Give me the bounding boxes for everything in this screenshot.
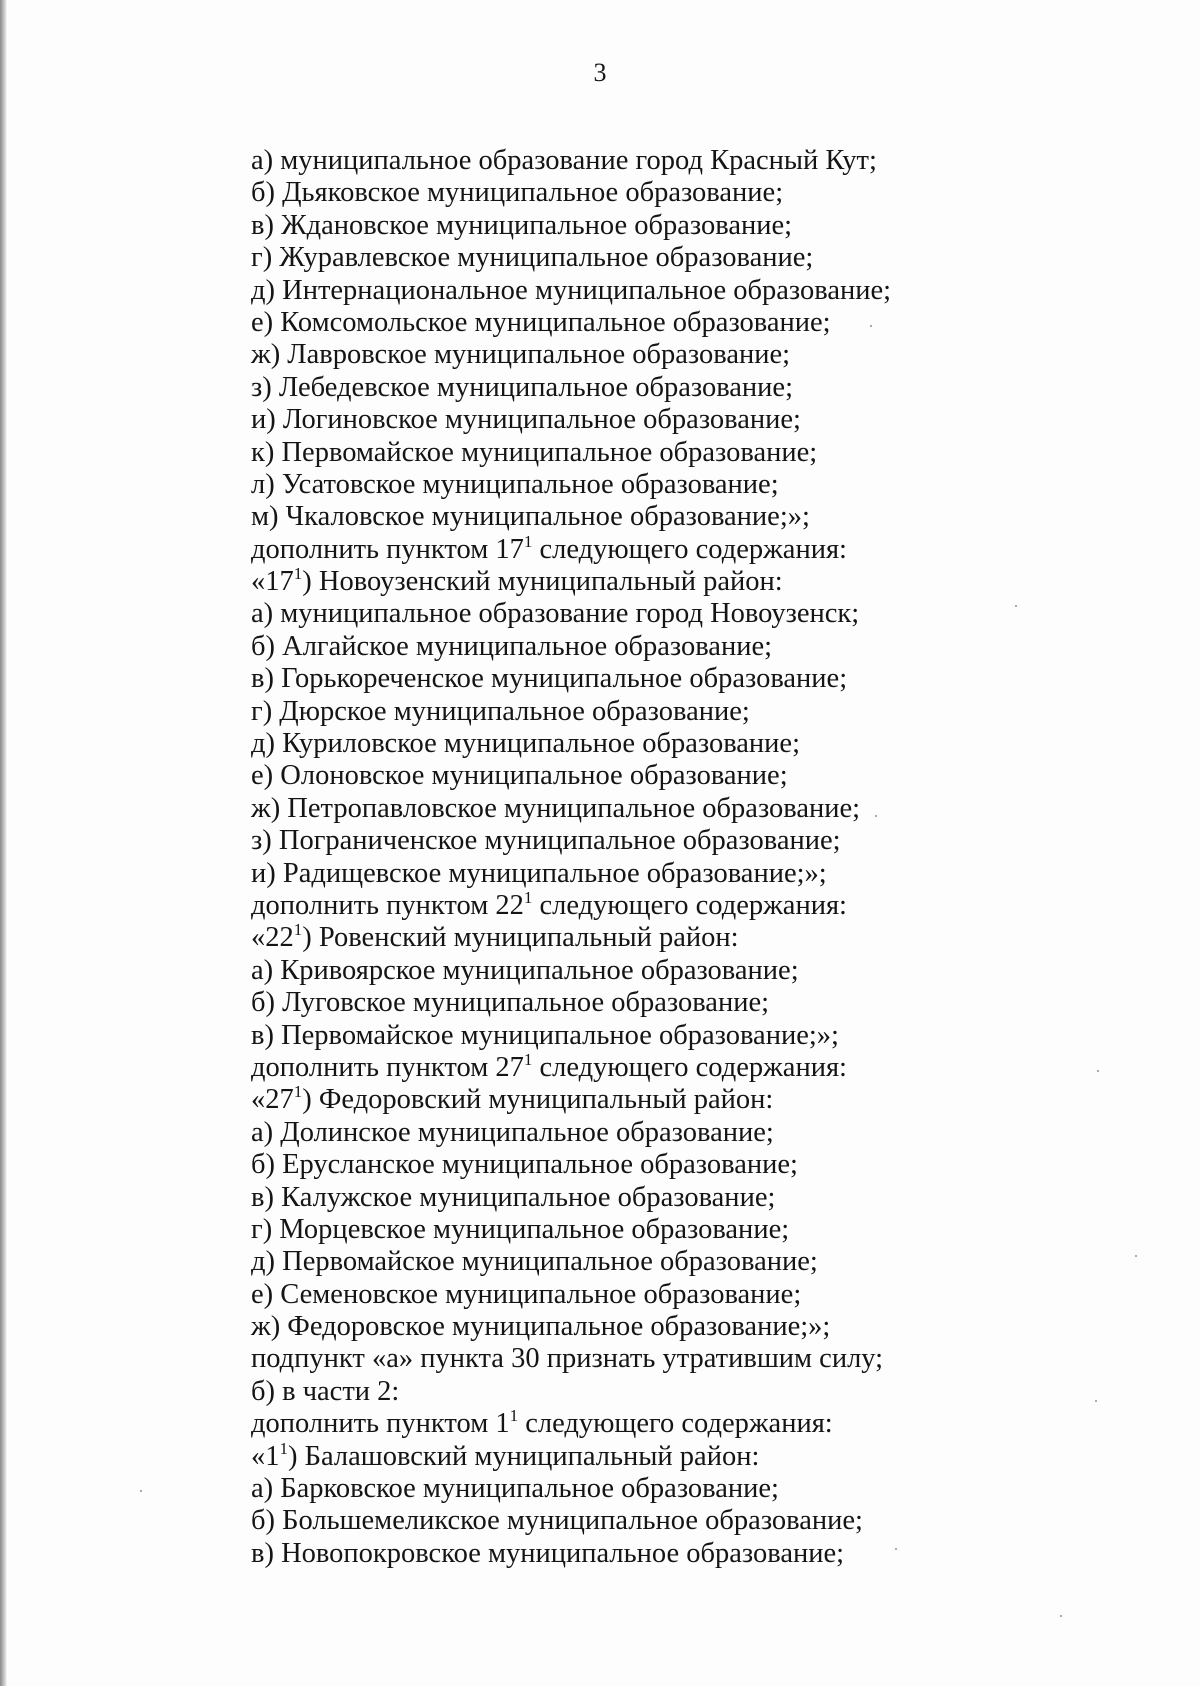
line-text: «22	[251, 922, 294, 954]
superscript: 1	[293, 1082, 303, 1102]
text-line	[251, 1214, 1151, 1246]
line-text: «17	[251, 566, 294, 598]
line-text-continued: ) Балашовский муниципальный район:	[288, 1440, 760, 1472]
line-text: д) Куриловское муниципальное образование;	[251, 728, 801, 760]
text-line	[251, 1408, 1151, 1440]
text-line	[251, 987, 1151, 1019]
superscript: 1	[279, 1438, 288, 1458]
text-line	[251, 566, 1151, 598]
text-line	[251, 663, 1151, 695]
line-text-continued: ) Ровенский муниципальный район:	[302, 922, 739, 954]
line-text: и) Радищевское муниципальное образование;»;	[251, 857, 827, 889]
text-line	[251, 1117, 1151, 1149]
line-text: д) Первомайское муниципальное образование;	[251, 1246, 818, 1278]
text-line	[251, 145, 1151, 177]
text-line	[251, 1020, 1151, 1052]
page-number: 3	[593, 58, 607, 87]
line-text-continued: следующего содержания:	[532, 889, 847, 921]
scan-speck	[1060, 1615, 1062, 1617]
line-text: к) Первомайское муниципальное образование;	[251, 436, 818, 468]
text-line	[251, 242, 1151, 274]
text-line	[251, 210, 1151, 242]
line-text: и) Логиновское муниципальное образование;	[251, 404, 801, 436]
line-text-continued: ) Федоровский муниципальный район:	[302, 1084, 774, 1116]
line-text-continued: следующего содержания:	[518, 1408, 833, 1440]
text-line	[251, 469, 1151, 501]
superscript: 1	[523, 887, 533, 907]
text-line	[251, 1473, 1151, 1505]
text-line	[251, 955, 1151, 987]
text-line	[251, 1049, 1151, 1084]
line-text: а) Долинское муниципальное образование;	[251, 1116, 774, 1148]
line-text-continued: следующего содержания:	[532, 533, 847, 565]
scan-speck	[1015, 605, 1017, 607]
line-text: дополнить пунктом 17	[251, 533, 524, 565]
line-text: б) Ерусланское муниципальное образование;	[251, 1149, 798, 1181]
line-text: в) Горькореченское муниципальное образование;	[251, 663, 848, 695]
superscript: 1	[509, 1406, 519, 1426]
line-text: б) в части 2:	[251, 1375, 400, 1407]
line-text: л) Усатовское муниципальное образование;	[251, 468, 779, 500]
superscript: 1	[293, 564, 303, 584]
text-line	[251, 858, 1151, 890]
line-text: з) Лебедевское муниципальное образование;	[251, 371, 794, 403]
line-text: ж) Федоровское муниципальное образование;»;	[251, 1311, 831, 1343]
line-text: а) муниципальное образование город Красный Кут;	[251, 145, 877, 176]
line-text: в) Первомайское муниципальное образование;»;	[251, 1019, 839, 1051]
line-text: в) Ждановское муниципальное образование;	[251, 209, 793, 241]
line-text: м) Чкаловское муниципальное образование;»;	[251, 501, 810, 533]
text-line	[251, 1279, 1151, 1311]
text-line	[251, 696, 1151, 728]
line-text: б) Большемеликское муниципальное образование;	[251, 1505, 863, 1537]
text-line	[251, 1084, 1151, 1116]
scan-speck	[870, 325, 872, 327]
line-text: дополнить пунктом 27	[251, 1051, 524, 1083]
scan-speck	[875, 815, 877, 817]
scan-speck	[895, 1548, 897, 1550]
text-line	[251, 1246, 1151, 1278]
text-line	[251, 1438, 1151, 1473]
scan-speck	[1097, 1070, 1099, 1072]
text-line	[251, 793, 1151, 825]
text-line	[251, 307, 1151, 339]
line-text: з) Пограниченское муниципальное образование;	[251, 825, 841, 857]
line-text: в) Новопокровское муниципальное образование;	[251, 1537, 845, 1569]
scan-speck	[1135, 1255, 1137, 1257]
text-line	[251, 1343, 1151, 1375]
line-text: ж) Лавровское муниципальное образование;	[251, 339, 791, 371]
line-text: а) муниципальное образование город Новоузенск;	[251, 598, 860, 630]
document-body	[251, 145, 1151, 1570]
superscript: 1	[523, 1049, 533, 1069]
line-text: дополнить пунктом 1	[251, 1408, 510, 1440]
text-line	[251, 177, 1151, 209]
text-line	[251, 501, 1151, 533]
scan-edge-shadow	[0, 0, 7, 1686]
line-text: д) Интернациональное муниципальное образование;	[251, 274, 892, 306]
text-line	[251, 339, 1151, 371]
line-text: е) Семеновское муниципальное образование;	[251, 1278, 802, 1310]
superscript: 1	[523, 531, 533, 551]
line-text: б) Дьяковское муниципальное образование;	[251, 177, 784, 209]
line-text: е) Комсомольское муниципальное образование;	[251, 306, 831, 338]
scan-speck	[1095, 1400, 1097, 1402]
scan-speck	[140, 1490, 142, 1492]
text-line	[251, 887, 1151, 922]
line-text: дополнить пунктом 22	[251, 889, 524, 921]
line-text: г) Морцевское муниципальное образование;	[251, 1213, 790, 1245]
line-text: б) Алгайское муниципальное образование;	[251, 630, 773, 662]
text-line	[251, 1505, 1151, 1537]
text-line	[251, 760, 1151, 792]
line-text: г) Журавлевское муниципальное образование;	[251, 242, 814, 274]
line-text: е) Олоновское муниципальное образование;	[251, 760, 788, 792]
text-line	[251, 404, 1151, 436]
line-text: б) Луговское муниципальное образование;	[251, 987, 770, 1019]
superscript: 1	[293, 920, 303, 940]
line-text: подпункт «а» пункта 30 признать утратившим силу;	[251, 1343, 884, 1375]
line-text-continued: ) Новоузенский муниципальный район:	[302, 566, 783, 598]
line-text: ж) Петропавловское муниципальное образование;	[251, 792, 861, 824]
text-line	[251, 437, 1151, 469]
line-text: «27	[251, 1084, 294, 1116]
text-line	[251, 275, 1151, 307]
line-text: г) Дюрское муниципальное образование;	[251, 695, 750, 727]
text-line	[251, 1538, 1151, 1570]
text-line	[251, 372, 1151, 404]
line-text: «1	[251, 1440, 280, 1472]
text-line	[251, 825, 1151, 857]
text-line	[251, 531, 1151, 566]
text-line	[251, 728, 1151, 760]
text-line	[251, 1149, 1151, 1181]
line-text: а) Барковское муниципальное образование;	[251, 1473, 779, 1505]
line-text: а) Кривоярское муниципальное образование;	[251, 954, 799, 986]
text-line	[251, 598, 1151, 630]
text-line	[251, 1311, 1151, 1343]
text-line	[251, 1182, 1151, 1214]
text-line	[251, 1376, 1151, 1408]
line-text-continued: следующего содержания:	[532, 1051, 847, 1083]
line-text: в) Калужское муниципальное образование;	[251, 1181, 776, 1213]
text-line	[251, 922, 1151, 954]
text-line	[251, 631, 1151, 663]
